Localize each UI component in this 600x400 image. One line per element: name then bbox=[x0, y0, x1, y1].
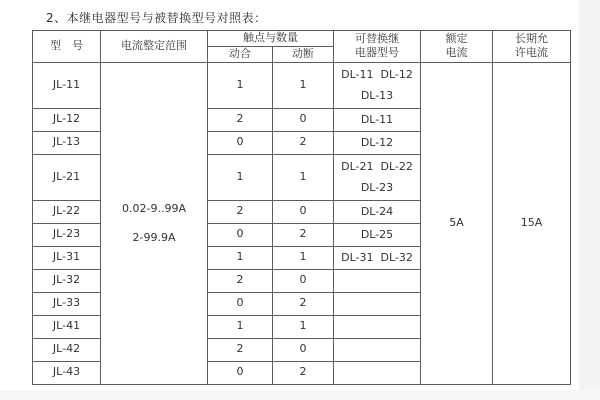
no-contacts-cell: 2 bbox=[208, 338, 273, 361]
nc-contacts-cell: 2 bbox=[273, 131, 334, 154]
replace-line2: DL-23 bbox=[360, 181, 394, 195]
nc-contacts-cell: 2 bbox=[273, 223, 334, 246]
model-cell: JL-31 bbox=[33, 246, 101, 269]
model-cell: JL-11 bbox=[33, 62, 101, 108]
current-range-line2: 2-99.9A bbox=[132, 231, 176, 245]
replace-line1: DL-11 DL-12 bbox=[341, 68, 413, 82]
no-contacts-cell: 2 bbox=[208, 200, 273, 223]
replace-line1: DL-31 DL-32 bbox=[341, 251, 413, 265]
nc-contacts-cell: 0 bbox=[273, 108, 334, 131]
replace-line1: DL-25 bbox=[360, 228, 394, 242]
header-replaceable-line1: 可替换继 bbox=[355, 32, 399, 46]
replaceable-models-cell bbox=[334, 154, 421, 200]
page-edge-right bbox=[579, 0, 600, 400]
replace-line1: DL-24 bbox=[360, 205, 394, 219]
nc-contacts-cell: 1 bbox=[273, 62, 334, 108]
model-cell: JL-41 bbox=[33, 315, 101, 338]
longterm-current-cell: 15A bbox=[493, 62, 571, 384]
no-contacts-cell: 0 bbox=[208, 223, 273, 246]
model-cell: JL-21 bbox=[33, 154, 101, 200]
replaceable-models-cell bbox=[334, 131, 421, 154]
replace-line1: DL-12 bbox=[360, 136, 394, 150]
replaceable-models-cell bbox=[334, 246, 421, 269]
header-replaceable-models bbox=[334, 31, 421, 63]
header-model: 型 号 bbox=[33, 31, 101, 63]
replaceable-models-cell bbox=[334, 108, 421, 131]
replace-line2: DL-13 bbox=[360, 89, 394, 103]
header-current-range: 电流整定范围 bbox=[101, 31, 208, 63]
no-contacts-cell: 2 bbox=[208, 269, 273, 292]
page-edge-bottom bbox=[0, 390, 600, 400]
header-rated-line2: 电流 bbox=[445, 46, 468, 60]
header-longterm-current bbox=[493, 31, 571, 63]
no-contacts-cell: 0 bbox=[208, 292, 273, 315]
replaceable-models-cell bbox=[334, 269, 421, 292]
header-contacts-group: 触点与数量 bbox=[208, 31, 334, 47]
header-row-1 bbox=[33, 31, 571, 47]
header-longterm-line1: 长期允 bbox=[515, 32, 548, 46]
nc-contacts-cell: 0 bbox=[273, 338, 334, 361]
nc-contacts-cell: 2 bbox=[273, 361, 334, 384]
no-contacts-cell: 0 bbox=[208, 361, 273, 384]
model-cell: JL-23 bbox=[33, 223, 101, 246]
replace-line1: DL-11 bbox=[360, 113, 394, 127]
section-title: 2、本继电器型号与被替换型号对照表： bbox=[46, 11, 267, 25]
current-range-line1: 0.02-9..99A bbox=[122, 202, 186, 216]
header-contact-nc: 动断 bbox=[273, 46, 334, 62]
no-contacts-cell: 0 bbox=[208, 131, 273, 154]
replaceable-models-cell bbox=[334, 200, 421, 223]
replaceable-models-cell bbox=[334, 62, 421, 108]
model-cell: JL-42 bbox=[33, 338, 101, 361]
model-cell: JL-22 bbox=[33, 200, 101, 223]
nc-contacts-cell: 1 bbox=[273, 315, 334, 338]
replaceable-models-cell bbox=[334, 315, 421, 338]
no-contacts-cell: 1 bbox=[208, 246, 273, 269]
relay-comparison-table bbox=[32, 30, 571, 385]
model-cell: JL-33 bbox=[33, 292, 101, 315]
header-rated-line1: 额定 bbox=[445, 32, 468, 46]
nc-contacts-cell: 2 bbox=[273, 292, 334, 315]
header-contact-no: 动合 bbox=[208, 46, 273, 62]
header-rated-current bbox=[421, 31, 493, 63]
nc-contacts-cell: 1 bbox=[273, 154, 334, 200]
no-contacts-cell: 1 bbox=[208, 62, 273, 108]
no-contacts-cell: 1 bbox=[208, 315, 273, 338]
no-contacts-cell: 2 bbox=[208, 108, 273, 131]
replaceable-models-cell bbox=[334, 338, 421, 361]
model-cell: JL-32 bbox=[33, 269, 101, 292]
rated-current-cell: 5A bbox=[421, 62, 493, 384]
table-row-jl11 bbox=[33, 62, 571, 108]
replace-line1: DL-21 DL-22 bbox=[341, 160, 413, 174]
model-cell: JL-12 bbox=[33, 108, 101, 131]
no-contacts-cell: 1 bbox=[208, 154, 273, 200]
header-longterm-line2: 许电流 bbox=[515, 46, 548, 60]
nc-contacts-cell: 0 bbox=[273, 200, 334, 223]
replaceable-models-cell bbox=[334, 361, 421, 384]
replaceable-models-cell bbox=[334, 223, 421, 246]
nc-contacts-cell: 1 bbox=[273, 246, 334, 269]
nc-contacts-cell: 0 bbox=[273, 269, 334, 292]
current-range-cell bbox=[101, 62, 208, 384]
model-cell: JL-43 bbox=[33, 361, 101, 384]
header-replaceable-line2: 电器型号 bbox=[355, 46, 399, 60]
model-cell: JL-13 bbox=[33, 131, 101, 154]
replaceable-models-cell bbox=[334, 292, 421, 315]
